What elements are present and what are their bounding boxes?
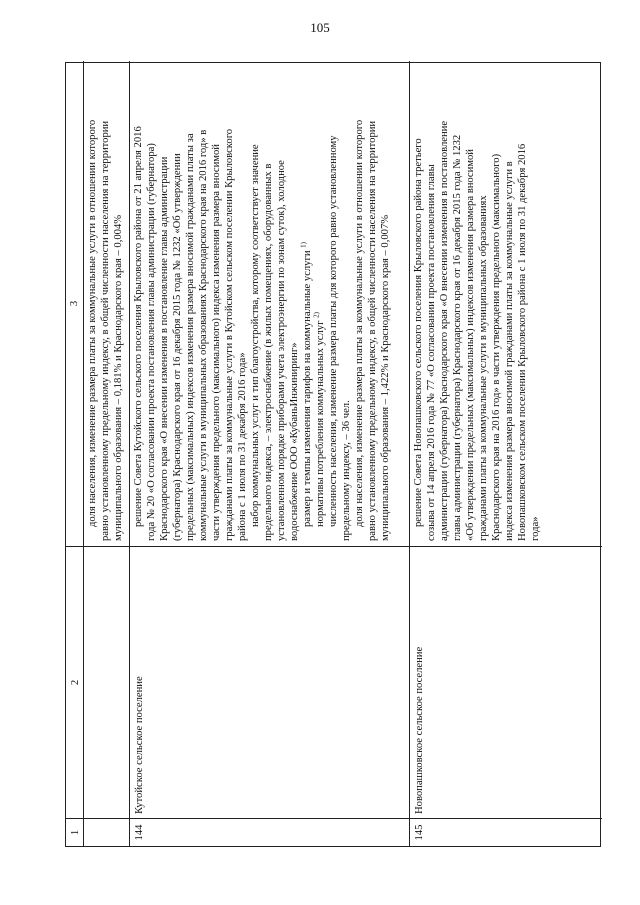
continuation-text-cell [84,61,129,546]
text-line: администрации (губернатора) Краснодарского края «О внесении изменения в постановление [439,120,450,541]
table-row [410,61,602,846]
row-number: 145 [410,818,602,846]
continuation-row [84,61,130,846]
text-line: решение Совета Новопашковского сельского поселения Крыловского района третьего [413,138,424,527]
decision-text [130,61,409,546]
header-col-2: 2 [66,546,83,818]
text-line: доля населения, изменение размера платы за коммунальные услуги в отношении которого [354,119,365,527]
text-line: муниципального образования – 0,181% и Краснодарского края – 0,004% [113,214,124,541]
document-table [65,62,601,847]
table-header-row [66,61,84,846]
text-line: установленном порядке приборами учета электроэнергии по зонам суток), холодное [276,160,287,541]
footnote-mark: 2) [312,312,321,318]
text-line: индекса изменения размера вносимой гражданами платы за коммунальные услуги в [504,161,515,541]
text-line: коммунальные услуги в муниципальных образованиях Краснодарского края на 2016 год» в [198,129,209,541]
text-line: года № 20 «О согласовании проекта постановления главы администрации (губернатора) [146,143,157,541]
text-line: гражданами платы за коммунальные услуги в Кутойском сельском поселении Крыловского [224,128,235,541]
text-line: Краснодарского края на 2016 год» в части утверждения предельного (максимального) [491,153,502,541]
text-line: гражданами платы за коммунальные услуги в муниципальных образованиях [478,195,489,541]
text-line: набор коммунальных услуг и тип благоустройства, которому соответствует значение [250,144,261,527]
text-line: численность населения, изменение размера платы для которого равно установленному [328,135,339,527]
settlement-name: Новопашковское сельское поселение [410,546,602,818]
text-line: равно установленному предельному индексу, в общей численности населения на территории [100,120,111,541]
text-line: предельному индексу, – 36 чел. [341,400,352,541]
text-line: (губернатора) Краснодарского края от 16 декабря 2015 года № 1232 «Об утверждении [172,153,183,541]
text-line: равно установленному предельному индексу, в общей численности населения на территории [367,120,378,541]
text-line: предельного индекса, – электроснабжение (в жилых помещениях, оборудованных в [263,163,274,541]
text-line [314,66,327,541]
text-line: «Об утверждении предельных (максимальных) индексов изменения размера вносимой [465,149,476,541]
text-line: решение Совета Кутойского сельского поселения Крыловского района от 21 апреля 2016 [133,126,144,527]
settlement-name: Кутойское сельское поселение [130,546,409,818]
text-line: водоснабжение ООО «КубаньИнжиниринг» [289,342,300,541]
text-line: Краснодарского края «О внесении изменения в постановление главы администрации [159,156,170,541]
text-line: года» [530,516,541,541]
decision-text [410,61,602,546]
rotated-table-wrapper [65,62,601,847]
text-line: части утверждения предельного (максимального) индекса изменения размера вносимой [211,144,222,541]
text-line: предельных (максимальных) индексов изменения размера вносимой гражданами платы за [185,133,196,541]
footnote-mark: 1) [299,242,308,248]
text-line [301,66,314,541]
table-row [130,61,410,846]
text-line-main: нормативы потребления коммунальных услуг [315,320,326,527]
continuation-settlement-cell [84,546,129,818]
header-col-1: 1 [66,818,83,846]
text-line: созыва от 14 апреля 2016 года № 77 «О согласовании проекта постановления главы [426,164,437,541]
text-line: района с 1 июля по 31 декабря 2016 года» [237,352,248,541]
text-line: главы администрации (губернатора) Краснодарского края от 16 декабря 2015 года № 1232 [452,134,463,541]
header-col-3: 3 [69,300,80,307]
page-number: 105 [310,20,330,35]
continuation-number-cell [84,818,129,846]
text-line: Новопашковском сельском поселении Крыловского района с 1 июля по 31 декабря 2016 [517,143,528,541]
text-line: муниципального образования – 1,422% и Краснодарского края – 0,007% [380,214,391,541]
text-line-main: размер и темпы изменения тарифов на коммунальные услуги [302,250,313,527]
text-line: доля населения, изменение размера платы за коммунальные услуги в отношении которого [87,119,98,527]
row-number: 144 [130,818,409,846]
